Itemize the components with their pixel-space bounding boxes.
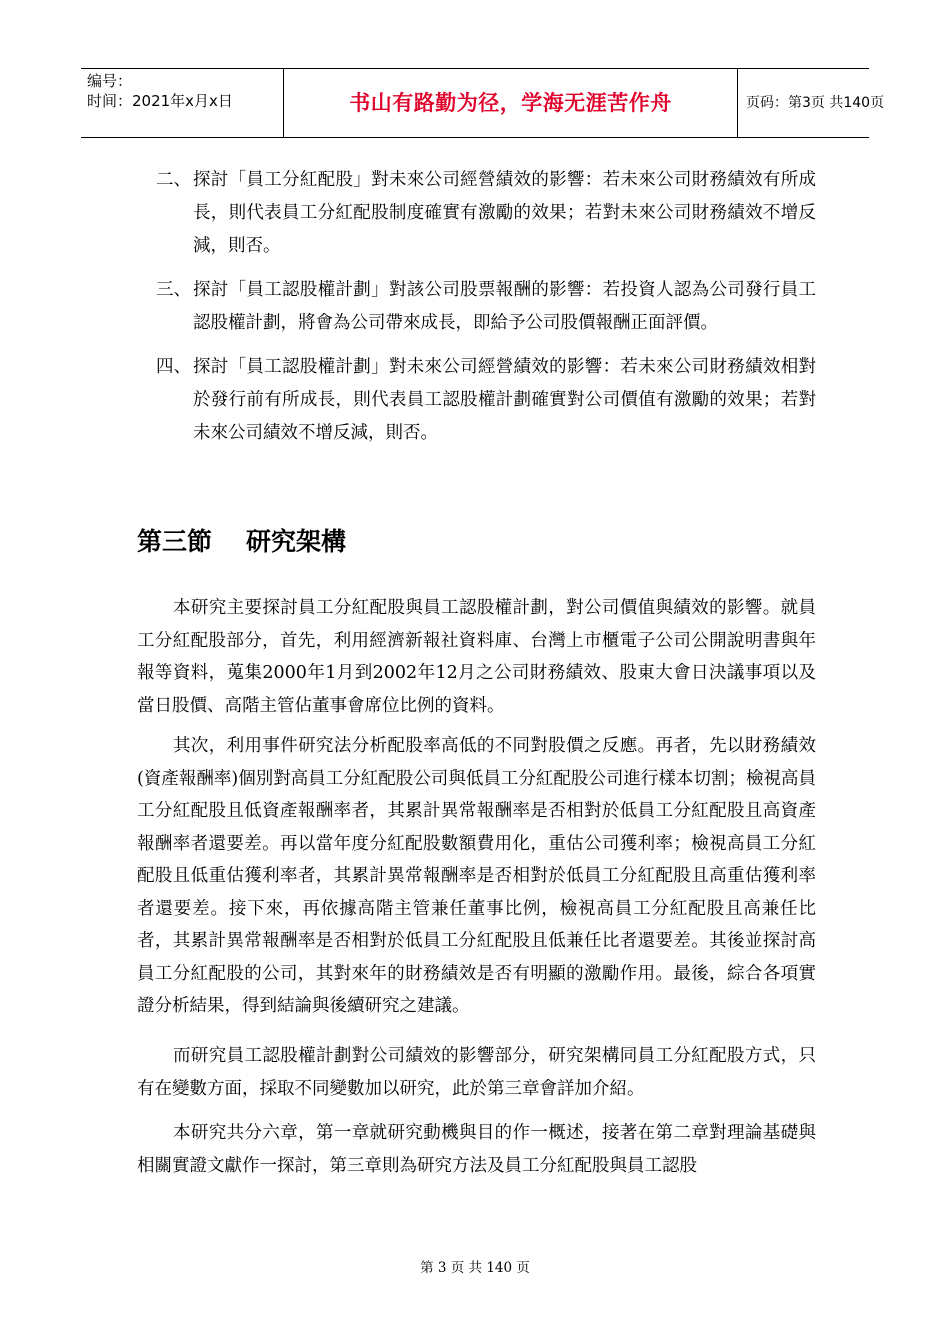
list-item-text: 探討「員工認股權計劃」對未來公司經營績效的影響：若未來公司財務績效相對於發行前有所成長，則代表員工認股權計劃確實對公司價值有激勵的效果；若對未來公司績效不增反減，則否。 xyxy=(193,357,816,443)
list-item xyxy=(156,351,816,450)
section-number: 第三節 xyxy=(137,527,213,556)
list-item-number: 二、 xyxy=(156,170,191,190)
body-paragraph: 其次，利用事件研究法分析配股率高低的不同對股價之反應。再者，先以財務績效(資產報酬率)個別對高員工分紅配股公司與低員工分紅配股公司進行樣本切割；檢視高員工分紅配股且低資產報酬率者，其累計異常報酬率是否相對於低員工分紅配股且高資產報酬率者還要差。再以當年度分紅配股數額費用化，重估公司獲利率；檢視高員工分紅配股且低重估獲利率者，其累計異常報酬率是否相對於低員工分紅配股且高重估獲利率者還要差。接下來，再依據高階主管兼任董事比例，檢視高員工分紅配股且高兼任比者，其累計異常報酬率是否相對於低員工分紅配股且低兼任比者還要差。其後並探討高員工分紅配股的公司，其對來年的財務績效是否有明顯的激勵作用。最後，綜合各項實證分析結果，得到結論與後續研究之建議。 xyxy=(137,736,816,1016)
header-motto: 书山有路勤为径，学海无涯苦作舟 xyxy=(284,69,738,137)
list-item-number: 三、 xyxy=(156,280,191,300)
document-date-label: 时间：2021年x月x日 xyxy=(87,92,233,110)
list-item-number: 四、 xyxy=(156,357,191,377)
list-item-text: 探討「員工認股權計劃」對該公司股票報酬的影響：若投資人認為公司發行員工認股權計劃，將會為公司帶來成長，即給予公司股價報酬正面評價。 xyxy=(193,280,816,333)
document-number-label: 编号： xyxy=(87,72,133,90)
page-header xyxy=(81,68,885,138)
list-item xyxy=(156,164,816,263)
header-meta xyxy=(81,69,284,137)
header-page-label: 页码：第3页 共140页 xyxy=(746,95,885,111)
section-title: 研究架構 xyxy=(246,527,347,556)
body-paragraph: 本研究主要探討員工分紅配股與員工認股權計劃，對公司價值與績效的影響。就員工分紅配股部分，首先，利用經濟新報社資料庫、台灣上市櫃電子公司公開說明書與年報等資料，蒐集2000年1月到2002年12月之公司財務績效、股東大會日決議事項以及當日股價、高階主管佔董事會席位比例的資料。 xyxy=(137,598,816,716)
page-footer: 第 3 页 共 140 页 xyxy=(420,1260,530,1276)
body-paragraph: 而研究員工認股權計劃對公司績效的影響部分，研究架構同員工分紅配股方式，只有在變數方面，採取不同變數加以研究，此於第三章會詳加介紹。 xyxy=(137,1046,816,1099)
body-paragraph: 本研究共分六章，第一章就研究動機與目的作一概述，接著在第二章對理論基礎與相關實證文獻作一探討，第三章則為研究方法及員工分紅配股與員工認股 xyxy=(137,1123,816,1176)
list-item xyxy=(156,274,816,340)
section-heading xyxy=(137,524,346,560)
list-item-text: 探討「員工分紅配股」對未來公司經營績效的影響：若未來公司財務績效有所成長，則代表員工分紅配股制度確實有激勵的效果；若對未來公司財務績效不增反減，則否。 xyxy=(193,170,816,256)
